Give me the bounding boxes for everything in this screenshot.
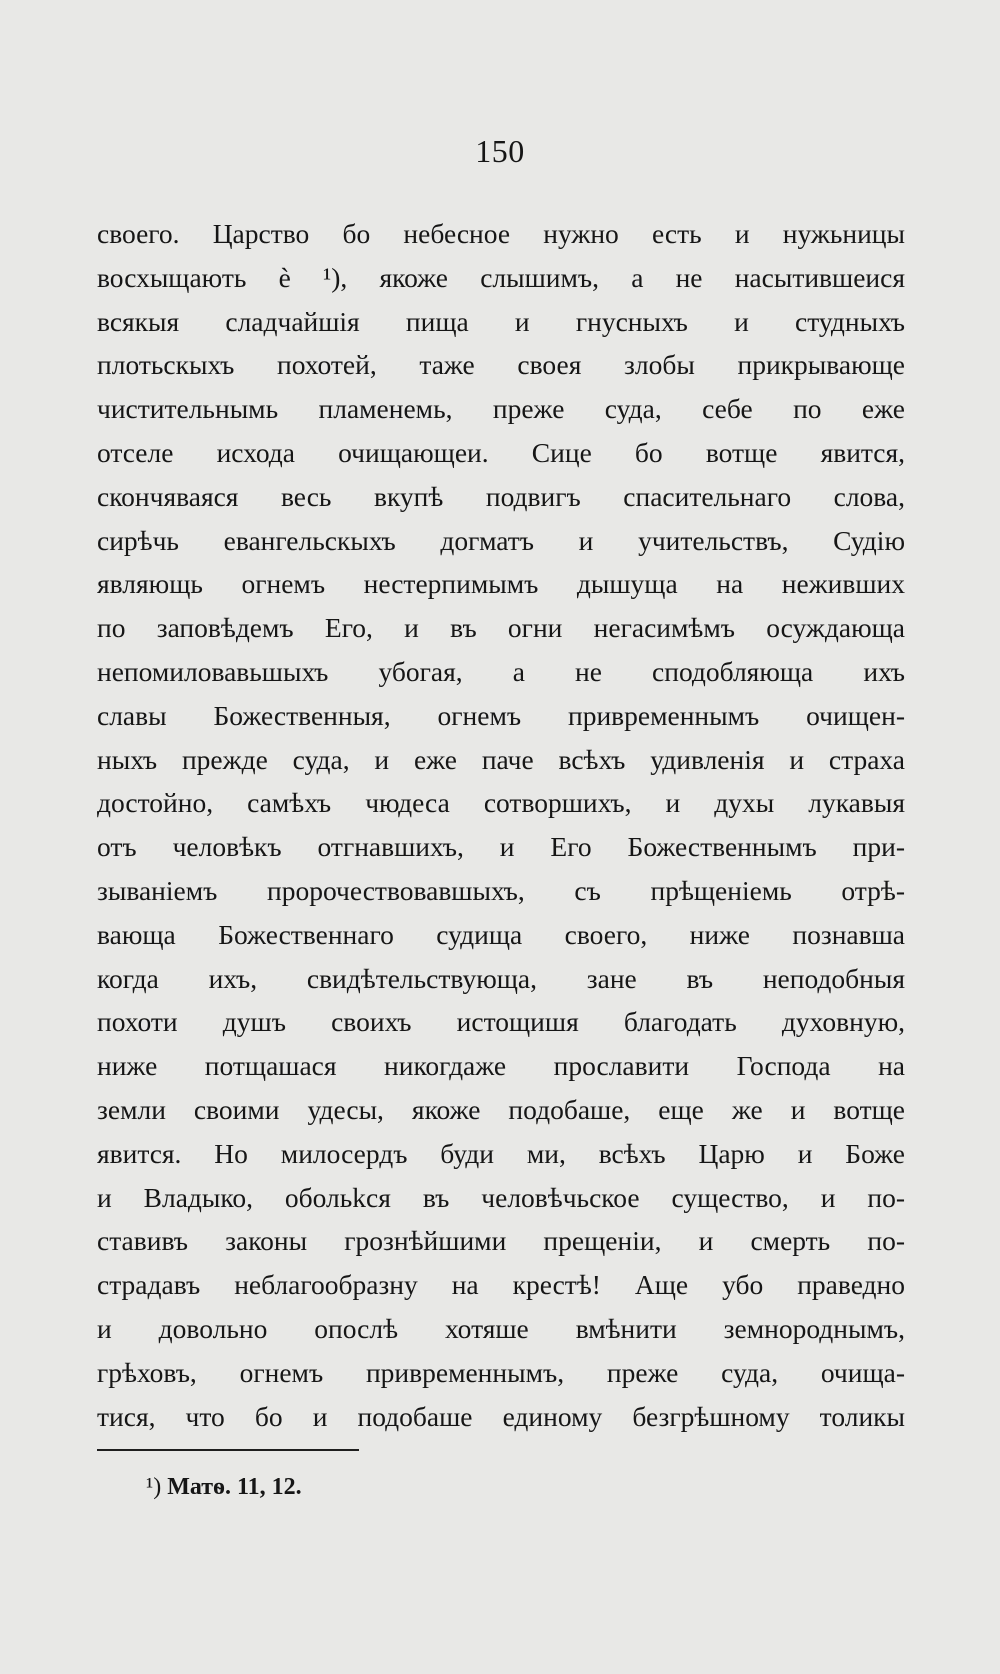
footnote-text: Матѳ. 11, 12. xyxy=(167,1474,302,1500)
text-line: вающа Божественнаго судища своего, ниже познавша xyxy=(97,918,905,950)
text-line: восхыщають ѐ ¹), якоже слышимъ, а не насытившеися xyxy=(97,261,905,293)
text-line: отселе исхода очищающеи. Сице бо вотще явится, xyxy=(97,436,905,468)
text-line: тися, что бо и подобаше единому безгрѣшному толикы xyxy=(97,1400,905,1432)
text-line: ныхъ прежде суда, и еже паче всѣхъ удивленія и страха xyxy=(97,743,905,775)
text-line: зываніемъ пророчествовавшыхъ, съ прѣщеніемь отрѣ- xyxy=(97,874,905,906)
text-line: явится. Но милосердъ буди ми, всѣхъ Царю и Боже xyxy=(97,1137,905,1169)
footnote xyxy=(146,1474,302,1501)
text-line: достойно, самѣхъ чюдеса сотворшихъ, и духы лукавыя xyxy=(97,787,905,819)
text-line: славы Божественныя, огнемъ привременнымъ очищен- xyxy=(97,699,905,731)
text-line: своего. Царство бо небесное нужно есть и нужьницы xyxy=(97,218,905,249)
text-line: плотьскыхъ похотей, таже своея злобы прикрывающе xyxy=(97,349,905,381)
text-line: похоти душъ своихъ истощишя благодать духовную, xyxy=(97,1006,905,1038)
text-line: сирѣчь евангельскыхъ догматъ и учительствъ, Судію xyxy=(97,524,905,556)
text-line: по заповѣдемъ Его, и въ огни негасимѣмъ осуждающа xyxy=(97,612,905,644)
text-line: отъ человѣкъ отгнавшихъ, и Его Божественнымъ при- xyxy=(97,831,905,863)
text-line: и Владыко, обольkся въ человѣчьское существо, и по- xyxy=(97,1181,905,1213)
text-line: грѣховъ, огнемъ привременнымъ, преже суда, очища- xyxy=(97,1356,905,1388)
text-line: земли своими удесы, якоже подобаше, еще же и вотще xyxy=(97,1093,905,1125)
body-text xyxy=(97,212,905,1438)
text-line: всякыя сладчайшія пища и гнусныхъ и студныхъ xyxy=(97,305,905,337)
footnote-divider xyxy=(97,1449,359,1451)
text-line: страдавъ неблагообразну на крестѣ! Аще убо праведно xyxy=(97,1269,905,1301)
text-line: чистительнымь пламенемь, преже суда, себе по еже xyxy=(97,393,905,425)
text-line: являющь огнемъ нестерпимымъ дышуща на неживших xyxy=(97,568,905,600)
text-line: и довольно опослѣ хотяше вмѣнити земнороднымъ, xyxy=(97,1312,905,1344)
text-line: непомиловавьшыхъ убогая, а не сподобляюща ихъ xyxy=(97,655,905,687)
text-line: ниже потщашася никогдаже прославити Господа на xyxy=(97,1050,905,1082)
text-line: когда ихъ, свидѣтельствующа, зане въ неподобныя xyxy=(97,962,905,994)
text-line: скончяваяся весь вкупѣ подвигъ спасительнаго слова, xyxy=(97,480,905,512)
page-number: 150 xyxy=(475,133,525,169)
footnote-mark: ¹) xyxy=(146,1474,162,1500)
text-line: ставивъ законы грознѣйшими прещеніи, и смерть по- xyxy=(97,1225,905,1257)
